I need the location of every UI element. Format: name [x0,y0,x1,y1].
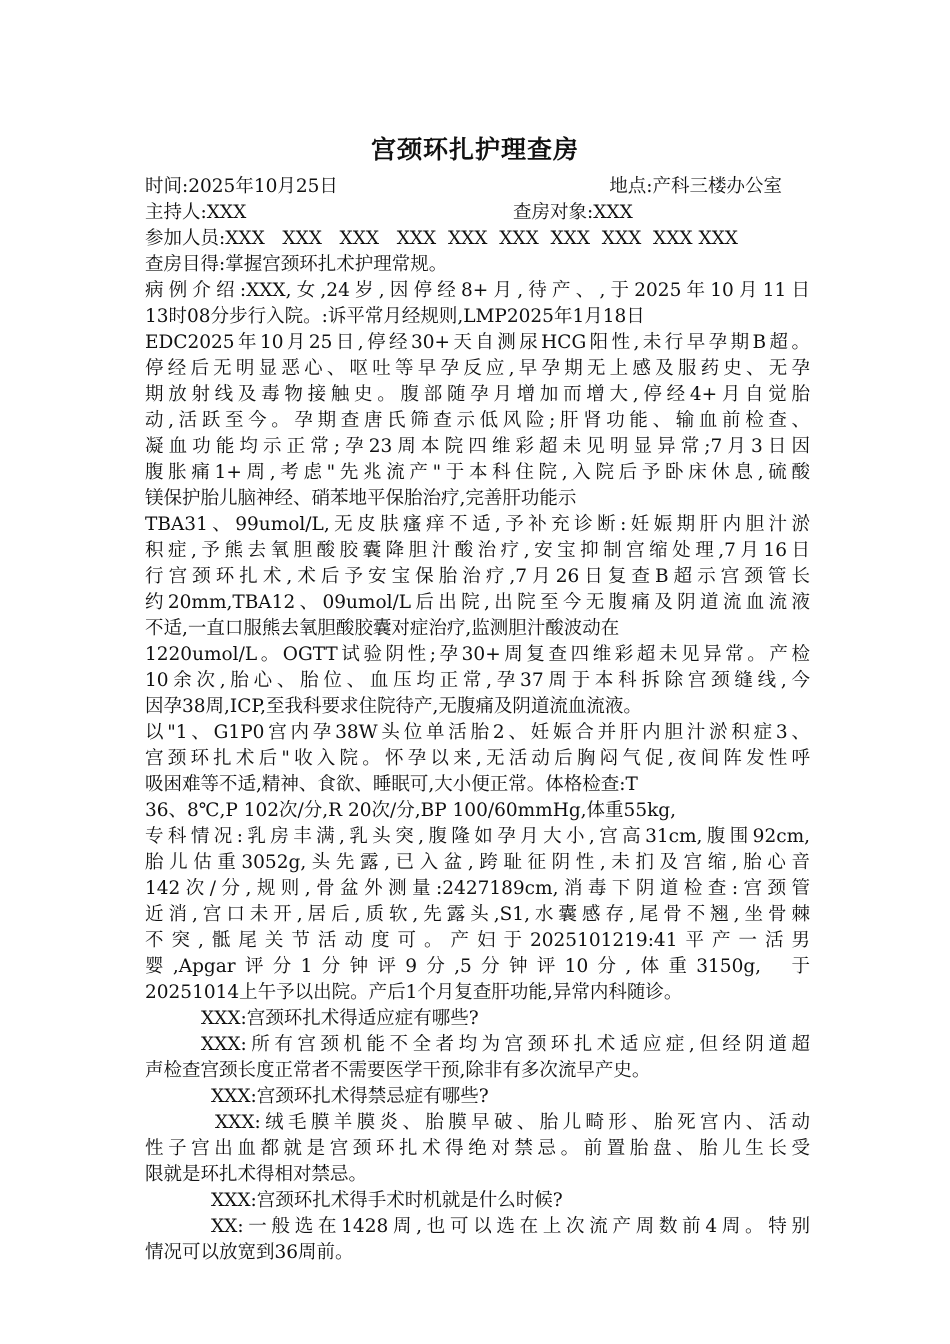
qa-answer-line: 声检查宫颈长度正常者不需要医学干预,除非有多次流早产史。 [145,1060,651,1081]
case-line: 凝血功能均示正常;孕23周本院四维彩超未见明显异常;7月3日因 [145,436,810,457]
case-line: 不突,骶尾关节活动度可。产妇于2025101219:41平产一活男 [145,930,810,951]
meeting-host: 主持人:XXX [145,202,247,223]
case-line: 病例介绍:XXX,女,24岁,因停经8+月,待产、,于2025年10月11日 [145,280,810,301]
qa-answer-line: XX:一般选在1428周,也可以选在上次流产周数前4周。特别 [211,1216,810,1237]
case-line: 13时08分步行入院。:诉平常月经规则,LMP2025年1月18日 [145,306,645,327]
case-line: 婴,Apgar评分1分钟评9分,5分钟评10分,体重3150g, 于 [145,956,810,977]
case-line: 腹胀痛1+周,考虑"先兆流产"于本科住院,入院后予卧床休息,硫酸 [145,462,810,483]
case-line: 吸困难等不适,精神、食欲、睡眠可,大小便正常。体格检查:T [145,774,638,795]
qa-answer-line: XXX:所有宫颈机能不全者均为宫颈环扎术适应症,但经阴道超 [201,1034,810,1055]
case-line: 动,活跃至今。孕期查唐氏筛查示低风险;肝肾功能、输血前检查、 [145,410,810,431]
meta-row-time-place [145,174,810,200]
qa-answer-line: 性子宫出血都就是宫颈环扎术得绝对禁忌。前置胎盘、胎儿生长受 [145,1138,810,1159]
page-title: 宫颈环扎护理查房 [370,135,579,164]
case-line: 近消,宫口未开,居后,质软,先露头,S1,水囊感存,尾骨不翘,坐骨棘 [145,904,810,925]
qa-answer-line: XXX:绒毛膜羊膜炎、胎膜早破、胎儿畸形、胎死宫内、活动 [215,1112,810,1133]
qa-question: XXX:宫颈环扎术得手术时机就是什么时候? [211,1190,563,1211]
case-line: EDC2025年10月25日,停经30+天自测尿HCG阳性,未行早孕期B超。 [145,332,810,353]
case-line: 胎儿估重3052g,头先露,已入盆,跨耻征阴性,未扪及宫缩,胎心音 [145,852,810,873]
qa-section [145,1006,810,1266]
case-line: 宫颈环扎术后"收入院。怀孕以来,无活动后胸闷气促,夜间阵发性呼 [145,748,810,769]
qa-answer-line: 情况可以放宽到36周前。 [145,1242,354,1263]
case-line: 以"1、G1P0宫内孕38W头位单活胎2、妊娠合并肝内胆汁淤积症3、 [145,722,810,743]
case-line: 142次/分,规则,骨盆外测量:2427189cm,消毒下阴道检查:宫颈管 [145,878,810,899]
case-line: 因孕38周,ICP,至我科要求住院待产,无腹痛及阴道流血流液。 [145,696,642,717]
case-introduction [145,278,810,1006]
qa-answer-line: 限就是环扎术得相对禁忌。 [145,1164,368,1185]
case-line: 不适,一直口服熊去氧胆酸胶囊对症治疗,监测胆汁酸波动在 [145,618,620,639]
participants: 参加人员:XXX XXX XXX XXX XXX XXX XXX XXX XXX XXX [145,228,738,249]
case-line: 积症,予熊去氧胆酸胶囊降胆汁酸治疗,安宝抑制宫缩处理,7月16日 [145,540,810,561]
case-line: 镁保护胎儿脑神经、硝苯地平保胎治疗,完善肝功能示 [145,488,577,509]
meeting-time: 时间:2025年10月25日 [145,176,338,197]
case-line: 专科情况:乳房丰满,乳头突,腹隆如孕月大小,宫高31cm,腹围92cm, [145,826,810,847]
meta-row-host-target [145,200,810,226]
qa-question: XXX:宫颈环扎术得适应症有哪些? [201,1008,479,1029]
qa-question: XXX:宫颈环扎术得禁忌症有哪些? [211,1086,489,1107]
round-target: 查房对象:XXX [513,202,633,223]
case-line: 20251014上午予以出院。产后1个月复查肝功能,异常内科随诊。 [145,982,683,1003]
case-line: 36、8℃,P 102次/分,R 20次/分,BP 100/60mmHg,体重55kg, [145,800,677,821]
case-line: 行宫颈环扎术,术后予安宝保胎治疗,7月26日复查B超示宫颈管长 [145,566,810,587]
document-body [145,174,810,1266]
round-purpose: 查房目得:掌握宫颈环扎术护理常规。 [145,254,448,275]
case-line: TBA31、99umol/L,无皮肤瘙痒不适,予补充诊断:妊娠期肝内胆汁淤 [145,514,810,535]
case-line: 10余次,胎心、胎位、血压均正常,孕37周于本科拆除宫颈缝线,今 [145,670,810,691]
meeting-place: 地点:产科三楼办公室 [609,176,782,197]
case-line: 约20mm,TBA12、09umol/L后出院,出院至今无腹痛及阴道流血流液 [145,592,810,613]
case-line: 停经后无明显恶心、呕吐等早孕反应,早孕期无上感及服药史、无孕 [145,358,810,379]
case-line: 期放射线及毒物接触史。腹部随孕月增加而增大,停经4+月自觉胎 [145,384,810,405]
case-line: 1220umol/L。OGTT试验阴性;孕30+周复查四维彩超未见异常。产检 [145,644,810,665]
